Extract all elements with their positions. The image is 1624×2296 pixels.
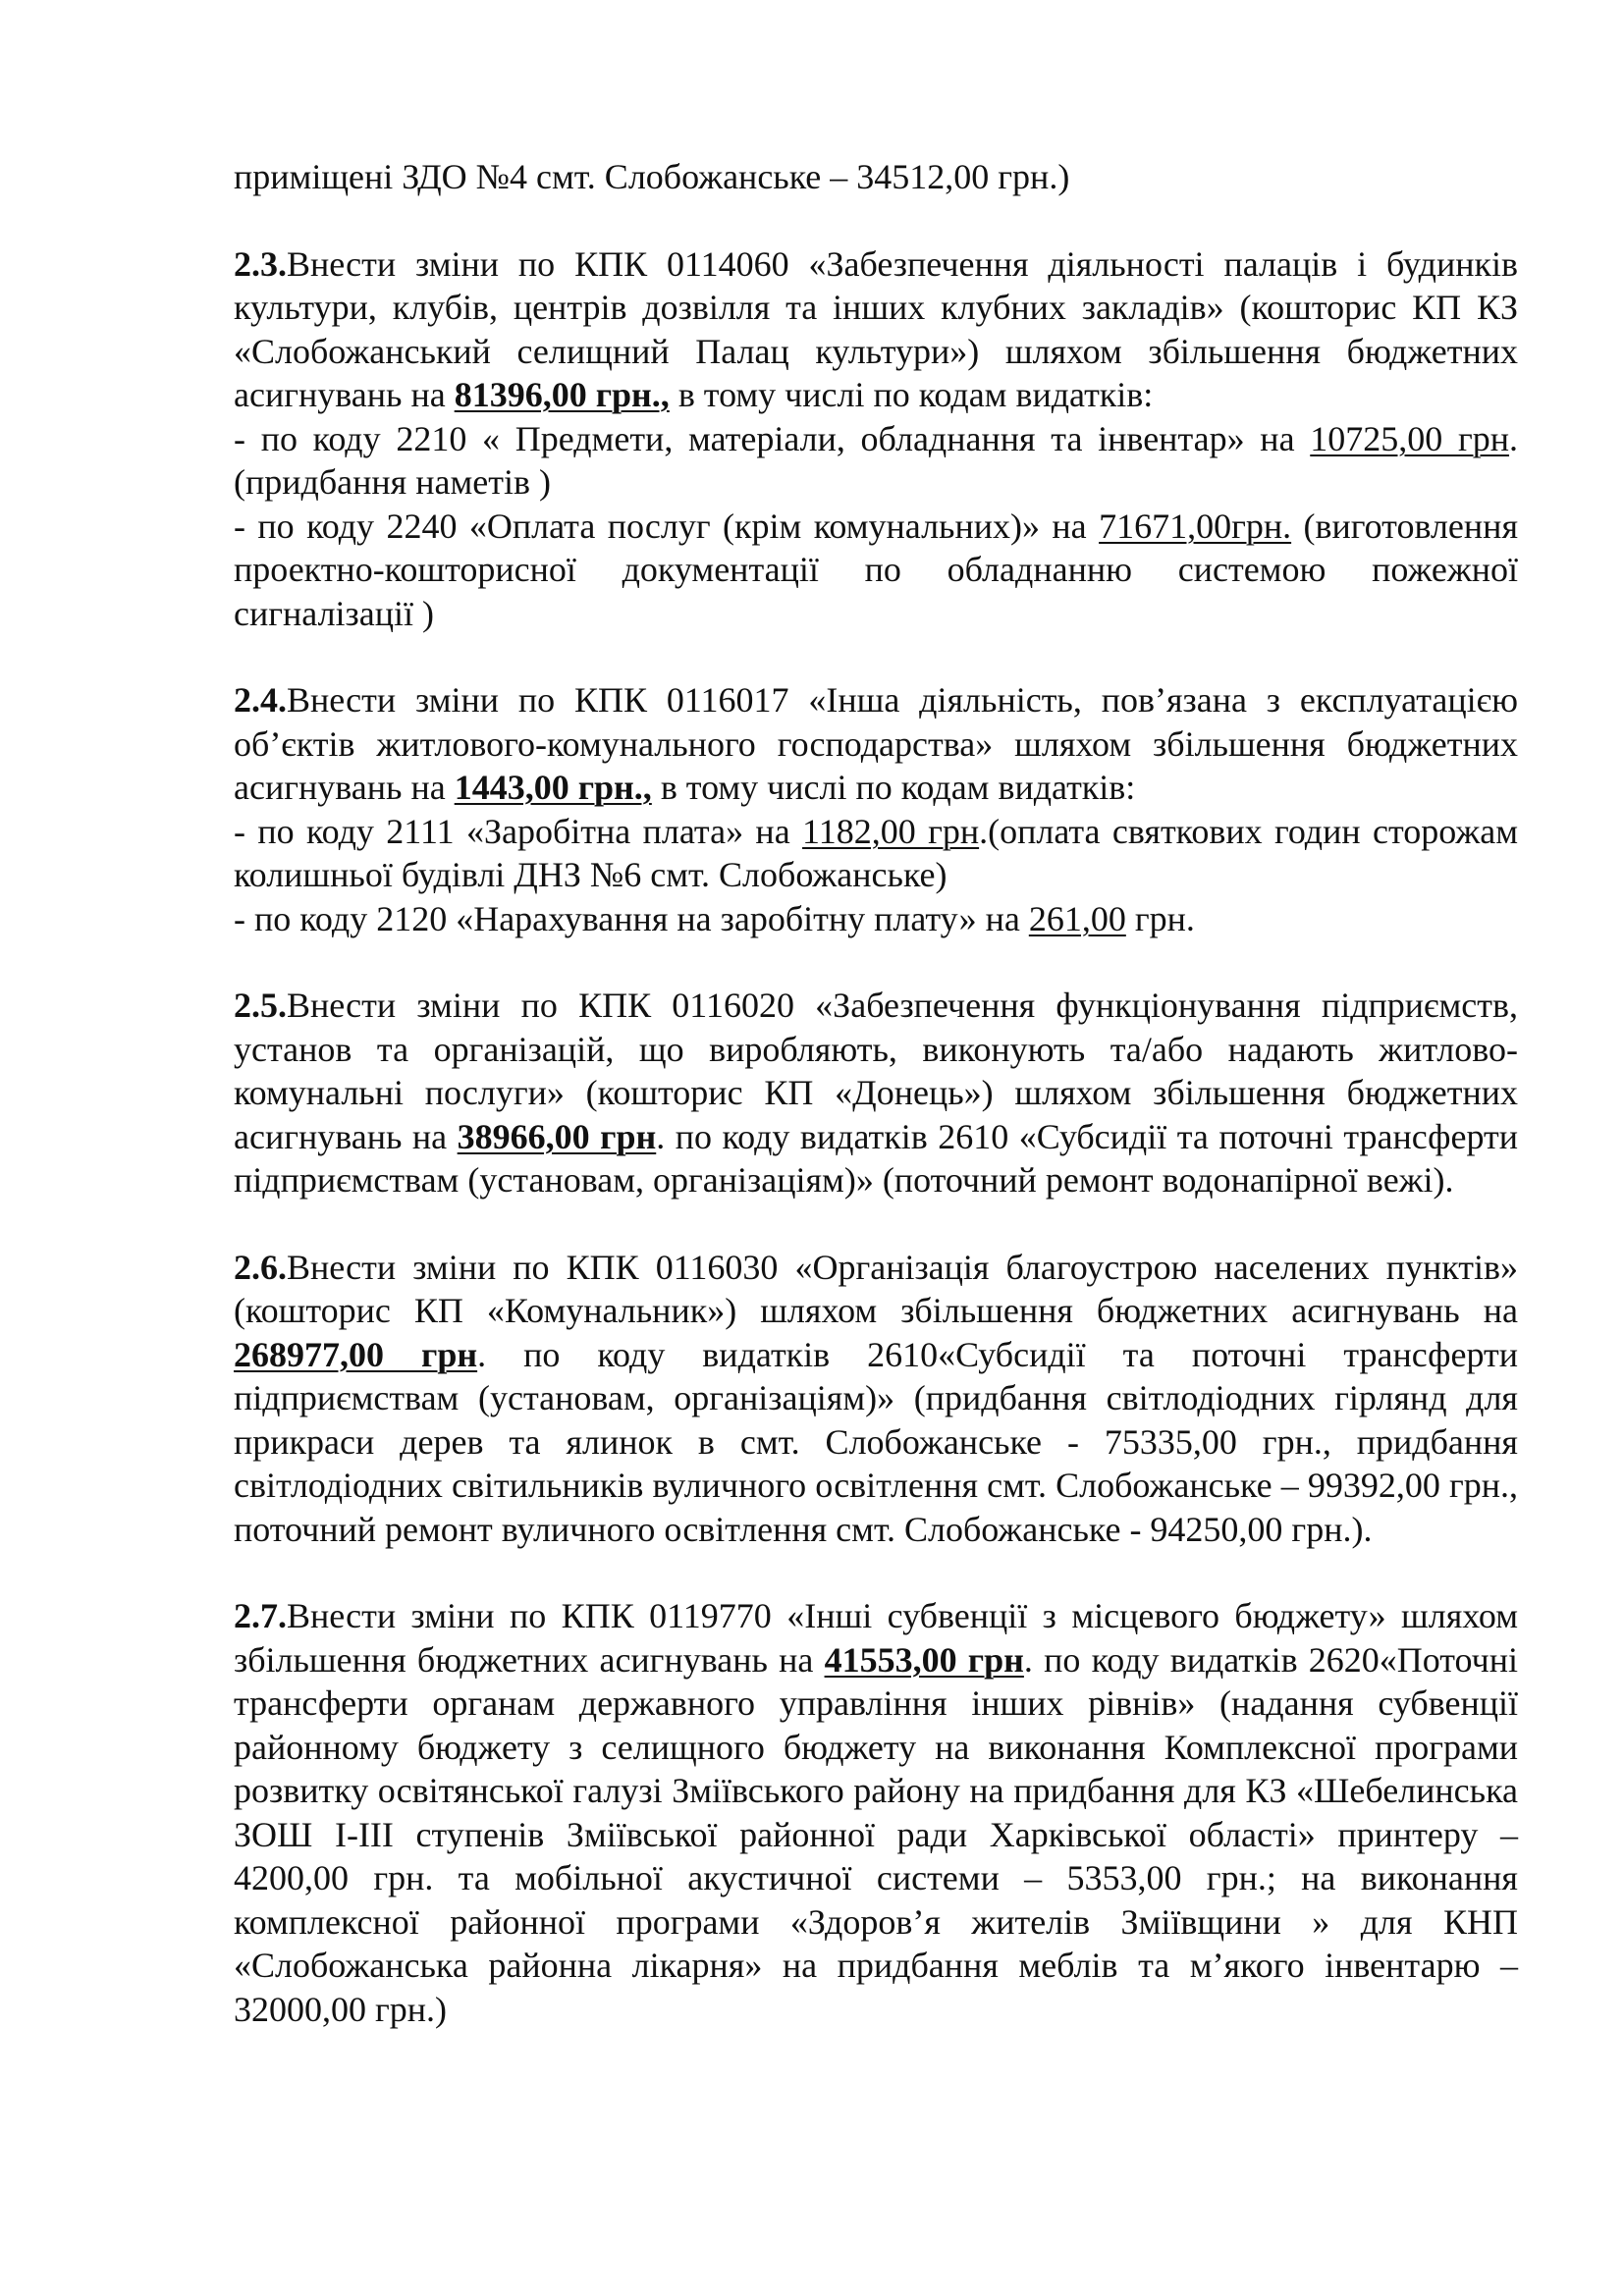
expense-item xyxy=(234,417,1518,505)
section-2-6 xyxy=(234,1246,1518,1552)
section-2-7 xyxy=(234,1594,1518,2031)
section-text: Внести зміни по КПК 0116017 «Інша діяльність, пов’язана з експлуатацією об’єктів житлового-комунального господарства» шляхом збільшення бюджетних асигнувань на xyxy=(234,680,1518,807)
expense-amount: 1182,00 грн xyxy=(802,811,980,851)
expense-text: - по коду 2210 « Предмети, матеріали, обладнання та інвентар» на xyxy=(234,418,1311,458)
intro-line: приміщені ЗДО №4 смт. Слобожанське – 34512,00 грн.) xyxy=(234,157,1070,196)
expense-item xyxy=(234,810,1518,897)
section-text-tail: в тому числі по кодам видатків: xyxy=(651,768,1136,807)
expense-note: .(оплата святкових годин сторожам колишньої будівлі ДНЗ №6 смт. Слобожанське) xyxy=(234,811,1518,894)
expense-item xyxy=(234,505,1518,636)
section-number: 2.4. xyxy=(234,680,287,720)
section-2-5 xyxy=(234,984,1518,1202)
document-body xyxy=(234,155,1518,2031)
expense-note: (виготовлення проектно-кошторисної документації по обладнанню системою пожежної сигналізації ) xyxy=(234,506,1518,633)
section-2-4 xyxy=(234,678,1518,810)
section-number: 2.5. xyxy=(234,986,287,1025)
expense-text: - по коду 2240 «Оплата послуг (крім комунальних)» на xyxy=(234,506,1100,546)
expense-text: - по коду 2111 «Заробітна плата» на xyxy=(234,811,803,851)
expense-note: грн. xyxy=(1125,898,1195,938)
section-text: Внести зміни по КПК 0116030 «Організація благоустрою населених пунктів» (кошторис КП «Комунальник») шляхом збільшення бюджетних асигнувань на xyxy=(234,1247,1518,1330)
amount-total: 268977,00 грн xyxy=(234,1334,478,1374)
section-number: 2.6. xyxy=(234,1247,287,1287)
section-text-tail: . по коду видатків 2610 «Субсидії та поточні трансферти підприємствам (установам, організаціям)» (поточний ремонт водонапірної вежі). xyxy=(234,1116,1518,1200)
amount-total: 41553,00 грн xyxy=(824,1639,1024,1680)
section-text-tail: . по коду видатків 2620«Поточні трансферти органам державного управління інших рівнів» (надання субвенції районному бюджету з селищного бюджету на виконання Комплексної програми розвитку освітянської галузі Зміївського району на придбання для КЗ «Шебелинська ЗОШ І-ІІІ ступенів Зміївської районної ради Харківської області» принтеру – 4200,00 грн. та мобільної акустичної системи – 5353,00 грн.; на виконання комплексної районної програми «Здоров’я жителів Зміївщини » для КНП «Слобожанська районна лікарня» на придбання меблів та м’якого інвентарю – 32000,00 грн.) xyxy=(234,1639,1518,2029)
expense-amount: 261,00 xyxy=(1028,898,1126,938)
section-text: Внести зміни по КПК 0116020 «Забезпечення функціонування підприємств, установ та організацій, що виробляють, виконують та/або надають житлово-комунальні послуги» (кошторис КП «Донець») шляхом збільшення бюджетних асигнувань на xyxy=(234,986,1518,1156)
section-number: 2.3. xyxy=(234,243,287,284)
expense-note: . (придбання наметів ) xyxy=(234,418,1519,502)
expense-item xyxy=(234,897,1518,941)
amount-total: 38966,00 грн xyxy=(457,1116,657,1156)
section-text-tail: . по коду видатків 2610«Субсидії та поточні трансферти підприємствам (установам, організаціям)» (придбання світлодіодних гірлянд для прикраси дерев та ялинок в смт. Слобожанське - 75335,00 грн., придбання світлодіодних світильників вуличного освітлення смт. Слобожанське – 99392,00 грн., поточний ремонт вуличного освітлення смт. Слобожанське - 94250,00 грн.). xyxy=(234,1334,1518,1549)
section-number: 2.7. xyxy=(234,1596,287,1635)
section-text: Внести зміни по КПК 0114060 «Забезпечення діяльності палаців і будинків культури, клубів, центрів дозвілля та інших клубних закладів» (кошторис КП КЗ «Слобожанський селищний Палац культури») шляхом збільшення бюджетних асигнувань на xyxy=(234,243,1518,414)
amount-total: 81396,00 грн., xyxy=(454,375,670,414)
expense-amount: 10725,00 грн xyxy=(1310,418,1510,458)
section-text-tail: в тому числі по кодам видатків: xyxy=(669,375,1154,414)
section-text: Внести зміни по КПК 0119770 «Інші субвенції з місцевого бюджету» шляхом збільшення бюджетних асигнувань на xyxy=(234,1596,1518,1680)
expense-text: - по коду 2120 «Нарахування на заробітну плату» на xyxy=(234,898,1029,938)
section-2-3 xyxy=(234,242,1518,417)
amount-total: 1443,00 грн., xyxy=(454,768,652,807)
expense-amount: 71671,00грн. xyxy=(1099,506,1292,546)
